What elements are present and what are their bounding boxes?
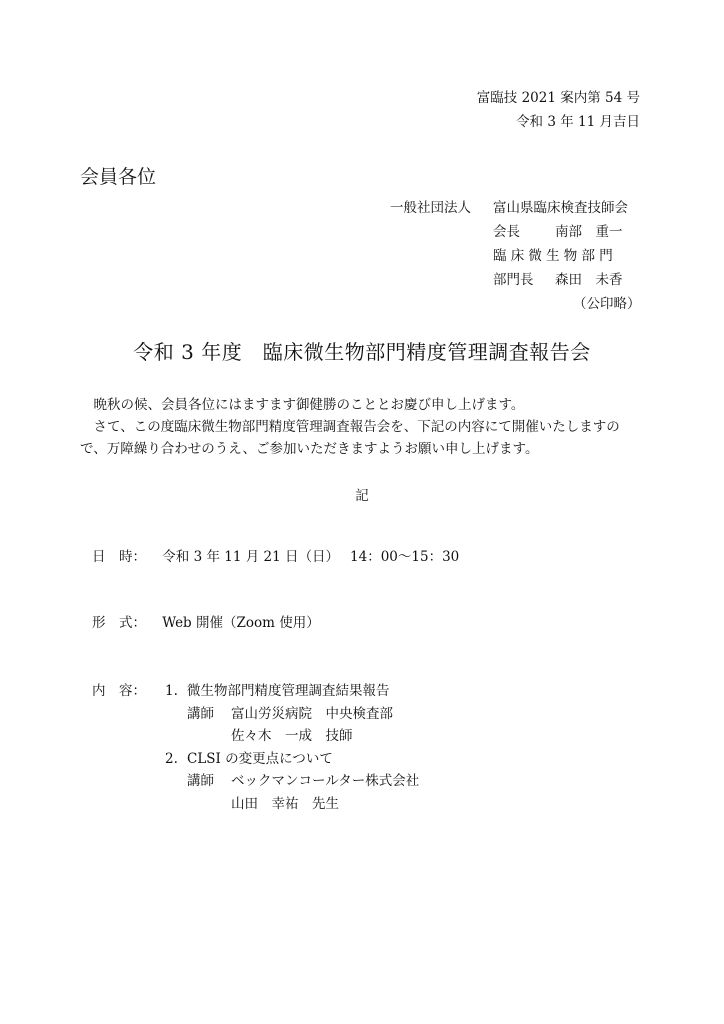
content-item-2-lecturer-label: 講師: [187, 773, 214, 789]
addressee: 会員各位: [80, 166, 157, 188]
content-item-2-lecturer: [165, 770, 419, 793]
content-item-1-title-row: [165, 680, 419, 703]
sender-president-name: 南部 重一: [555, 224, 623, 240]
detail-date: [92, 546, 459, 568]
sender-org-row: [390, 196, 641, 220]
content-item-2-num: 2.: [165, 750, 178, 767]
body-text: [80, 394, 645, 460]
content-item-1: [165, 680, 419, 748]
content-items: [165, 680, 419, 815]
content-item-1-title: 微生物部門精度管理調査結果報告: [187, 683, 390, 699]
sender-org-type: 一般社団法人: [390, 200, 471, 216]
sender-president-role: 会長: [493, 224, 520, 240]
content-item-1-num: 1.: [165, 683, 178, 699]
reference-date: 令和 3 年 11 月吉日: [516, 114, 640, 130]
detail-date-label: 日 時：: [92, 549, 146, 565]
sender-org-name: 富山県臨床検査技師会: [493, 200, 628, 216]
reference-number: 富臨技 2021 案内第 54 号: [476, 90, 640, 106]
content-item-1-lecturer: [165, 703, 419, 726]
ki-heading: 記: [355, 488, 369, 504]
content-item-1-lecturer-label: 講師: [187, 705, 214, 722]
detail-format: [92, 612, 320, 634]
detail-format-label: 形 式：: [92, 615, 146, 631]
sender-division-row: [390, 244, 641, 268]
content-item-1-lecturer-affiliation: 富山労災病院 中央検査部: [231, 705, 393, 722]
sender-division-head-role: 部門長: [493, 272, 534, 288]
sender-division-head-name: 森田 未香: [555, 272, 623, 288]
detail-content: [92, 680, 158, 702]
sender-division-head-row: [390, 268, 641, 292]
sender-president-row: [390, 220, 641, 244]
sender-division: 臨床微生物部門: [493, 248, 617, 264]
content-item-2: [165, 748, 419, 816]
content-item-2-title-row: [165, 748, 419, 771]
sender-block: [390, 196, 641, 316]
detail-content-label: 内 容：: [92, 683, 146, 699]
detail-date-value: 令和 3 年 11 月 21 日（日） 14：00〜15：30: [162, 549, 460, 565]
detail-format-value: Web 開催（Zoom 使用）: [162, 615, 320, 631]
document-title: 令和 3 年度 臨床微生物部門精度管理調査報告会: [133, 340, 591, 364]
content-item-1-lecturer-name: 佐々木 一成 技師: [231, 728, 353, 744]
content-item-2-title: CLSI の変更点について: [187, 750, 333, 767]
body-paragraph-1: 晩秋の候、会員各位にはますます御健勝のこととお慶び申し上げます。: [93, 397, 525, 413]
sender-seal-note: （公印略）: [573, 296, 641, 312]
content-item-2-lecturer-name: 山田 幸祐 先生: [231, 795, 339, 812]
content-item-2-lecturer-affiliation: ベックマンコールター株式会社: [231, 773, 420, 789]
body-paragraph-2: さて、この度臨床微生物部門精度管理調査報告会を、下記の内容にて開催いたしますので、万障繰り合わせのうえ、ご参加いただきますようお願い申し上げます。: [80, 419, 620, 457]
sender-seal-note-row: [390, 292, 641, 316]
reference-block: [477, 86, 640, 134]
